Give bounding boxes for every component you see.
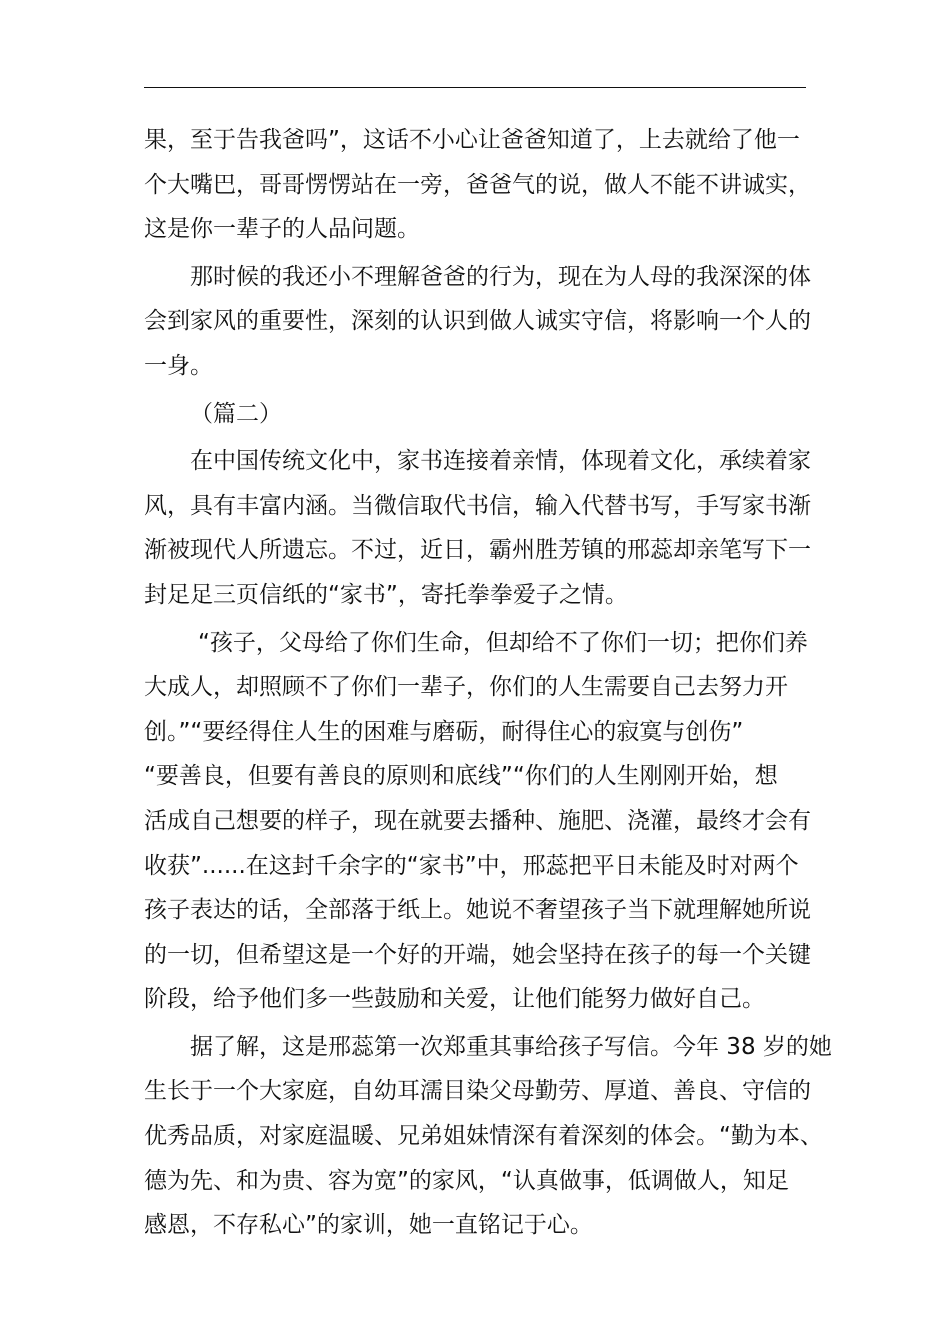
text-line: 孩子表达的话，全部落于纸上。她说不奢望孩子当下就理解她所说 — [144, 897, 811, 924]
text-line: 一身。 — [144, 352, 213, 379]
header-rule — [144, 87, 806, 88]
text-line: 创。”“要经得住人生的困难与磨砺，耐得住心的寂寞与创伤” — [144, 718, 744, 745]
text-line: 活成自己想要的样子，现在就要去播种、施肥、浇灌，最终才会有 — [144, 807, 811, 834]
body-text — [144, 118, 832, 1248]
text-line: 个大嘴巴，哥哥愣愣站在一旁，爸爸气的说，做人不能不讲诚实， — [144, 171, 811, 198]
text-line: 感恩，不存私心”的家训，她一直铭记于心。 — [144, 1212, 593, 1239]
text-line: 大成人，却照顾不了你们一辈子，你们的人生需要自己去努力开 — [144, 674, 788, 701]
text-line: 渐被现代人所遗忘。不过，近日，霸州胜芳镇的邢蕊却亲笔写下一 — [144, 537, 811, 564]
text-line: “要善良，但要有善良的原则和底线”“你们的人生刚刚开始，想 — [144, 763, 778, 790]
text-line: 会到家风的重要性，深刻的认识到做人诚实守信，将影响一个人的 — [144, 308, 811, 335]
text-line: 德为先、和为贵、容为宽”的家风，“认真做事，低调做人，知足 — [144, 1167, 789, 1194]
text-line: 生长于一个大家庭，自幼耳濡目染父母勤劳、厚道、善良、守信的 — [144, 1078, 811, 1105]
text-line: 风，具有丰富内涵。当微信取代书信，输入代替书写，手写家书渐 — [144, 492, 811, 519]
text-line: 的一切，但希望这是一个好的开端，她会坚持在孩子的每一个关键 — [144, 941, 811, 968]
text-line: 那时候的我还小不理解爸爸的行为，现在为人母的我深深的体 — [190, 263, 811, 290]
text-line: 果，至于告我爸吗”，这话不小心让爸爸知道了，上去就给了他一 — [144, 127, 800, 153]
text-line: 封足足三页信纸的“家书”，寄托拳拳爱子之情。 — [144, 581, 628, 608]
text-line: 这是你一辈子的人品问题。 — [144, 216, 420, 243]
text-line: “孩子，父母给了你们生命，但却给不了你们一切；把你们养 — [198, 629, 808, 656]
text-line: 收获”......在这封千余字的“家书”中，邢蕊把平日未能及时对两个 — [144, 852, 799, 879]
text-line: 据了解，这是邢蕊第一次郑重其事给孩子写信。今年 38 岁的她 — [190, 1033, 832, 1060]
text-line: 阶段，给予他们多一些鼓励和关爱，让他们能努力做好自己。 — [144, 986, 765, 1013]
text-line: 在中国传统文化中，家书连接着亲情，体现着文化，承续着家 — [190, 448, 811, 475]
text-line: 优秀品质，对家庭温暖、兄弟姐妹情深有着深刻的体会。“勤为本、 — [144, 1123, 823, 1150]
section-heading: （篇二） — [190, 400, 282, 427]
